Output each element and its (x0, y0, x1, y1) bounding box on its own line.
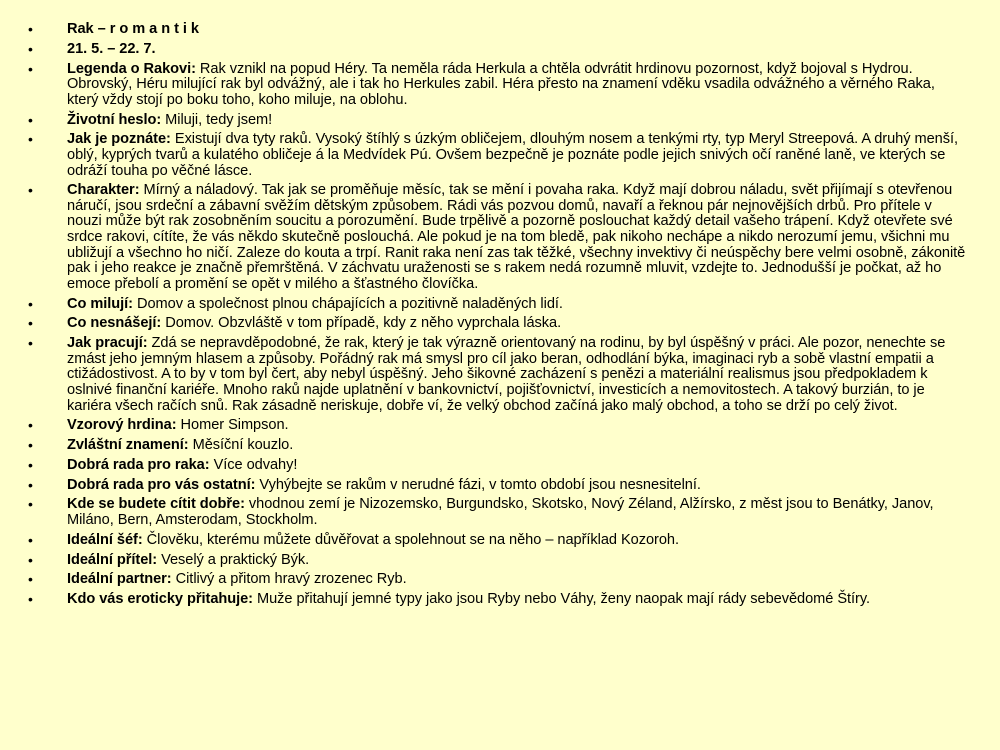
bullet-icon: • (28, 571, 33, 588)
item-label: Vzorový hrdina: (67, 417, 177, 434)
list-item-places (28, 497, 970, 528)
item-text: Domov a společnost plnou chápajících a pozitivně naladěných lidí. (132, 295, 563, 312)
item-text: Domov. Obzvláště v tom případě, kdy z něho vyprchala láska. (161, 315, 562, 332)
item-text: Vyhýbejte se rakům v nerudné fázi, v tomto období jsou nesnesitelní. (255, 476, 701, 493)
item-label: 21. 5. – 22. 7. (67, 40, 156, 57)
bullet-icon: • (28, 21, 33, 37)
list-item-motto (28, 113, 970, 129)
item-text: Citlivý a přitom hravý zrozenec Ryb. (171, 571, 407, 588)
bullet-icon: • (28, 476, 33, 493)
item-text: Měsíční kouzlo. (188, 437, 294, 454)
item-text: Zdá se nepravděpodobné, že rak, který je tak výrazně orientovaný na rodinu, by byl úspěšný v práci. Ale pozor, nenechte se zmást jeho jemným hlasem a způsoby. Pořádný rak má smysl pro cíl jako beran, odhodlání býka, imaginaci ryb a sobě vlastní empatii a ctižádostivost. A to by v tom byl čert, aby nebyl úspěšný. Jeho šikovné zacházení s penězi a materiální realismus jsou předpokladem k oslnivé finanční kariéře. Mnoho raků najde uplatnění v bankovnictví, pojišťovnictví, investicích a nemovitostech. A takový burzián, to je kariéra všech račích snů. Rak zásadně neriskuje, dobře ví, že velký obchod začíná jako malý obchod, a toho se drží po celý život. (67, 335, 946, 414)
item-text: Homer Simpson. (176, 417, 289, 434)
list-item-character (28, 183, 970, 292)
item-label: Zvláštní znamení: (67, 437, 189, 454)
item-label: Jak je poznáte: (67, 131, 171, 148)
list-item-title (28, 22, 970, 38)
item-text: vhodnou zemí je Nizozemsko, Burgundsko, Skotsko, Nový Zéland, Alžírsko, z měst jsou to Benátky, Janov, Miláno, Bern, Amsterodam, Stockholm. (67, 496, 934, 529)
item-label: Dobrá rada pro raka: (67, 456, 210, 473)
bullet-icon: • (28, 456, 33, 473)
list-item-attraction (28, 592, 970, 608)
item-text: Veselý a praktický Býk. (157, 551, 310, 568)
item-text: Existují dva tyty raků. Vysoký štíhlý s úzkým obličejem, dlouhým nosem a tenkými rty, typ Meryl Streepová. A druhý menší, oblý, kyprých tvarů a kulatého obličeje á la Medvídek Pú. Ovšem bezpečně je poznáte podle jejich snivých očí raněné laně, ve kterých se odráží touha po věčné lásce. (67, 131, 958, 179)
bullet-icon: • (28, 40, 33, 57)
item-label: Legenda o Rakovi: (67, 60, 196, 77)
bullet-icon: • (28, 531, 33, 548)
list-item-boss (28, 533, 970, 549)
item-text: Člověku, kterému můžete důvěřovat a spolehnout se na něho – například Kozoroh. (142, 531, 679, 548)
bullet-icon: • (28, 295, 33, 312)
list-item-legend (28, 62, 970, 109)
bullet-icon: • (28, 182, 33, 199)
bullet-icon: • (28, 496, 33, 513)
item-label: Rak – r o m a n t i k (67, 21, 199, 37)
list-item-hero (28, 418, 970, 434)
item-label: Co nesnášejí: (67, 315, 162, 332)
list-item-work (28, 336, 970, 414)
bullet-icon: • (28, 551, 33, 568)
item-label: Ideální partner: (67, 571, 172, 588)
list-item-advice-cancer (28, 458, 970, 474)
list-item-advice-others (28, 478, 970, 494)
item-label: Kdo vás eroticky přitahuje: (67, 591, 253, 608)
bullet-icon: • (28, 437, 33, 454)
list-item-sign (28, 438, 970, 454)
item-label: Kde se budete cítit dobře: (67, 496, 245, 513)
bullet-icon: • (28, 591, 33, 608)
item-text: Muže přitahují jemné typy jako jsou Ryby nebo Váhy, ženy naopak mají rády sebevědomé Štíry. (253, 591, 871, 608)
list-item-hates (28, 316, 970, 332)
bullet-icon: • (28, 131, 33, 148)
bullet-icon: • (28, 315, 33, 332)
bullet-icon: • (28, 111, 33, 128)
item-label: Charakter: (67, 182, 140, 199)
list-item-loves (28, 297, 970, 313)
list-item-friend (28, 553, 970, 569)
list-item-recognize (28, 132, 970, 179)
list-item-partner (28, 572, 970, 588)
item-text: Více odvahy! (209, 456, 298, 473)
item-label: Co milují: (67, 295, 133, 312)
item-label: Dobrá rada pro vás ostatní: (67, 476, 256, 493)
bullet-list (28, 22, 970, 608)
bullet-icon: • (28, 335, 33, 352)
item-label: Ideální šéf: (67, 531, 143, 548)
item-label: Životní heslo: (67, 111, 162, 128)
item-text: Miluji, tedy jsem! (161, 111, 273, 128)
list-item-dates (28, 42, 970, 58)
bullet-icon: • (28, 417, 33, 434)
item-text: Mírný a náladový. Tak jak se proměňuje měsíc, tak se mění i povaha raka. Když mají dobrou náladu, svět přijímají s otevřenou náručí, jsou srdeční a zábavní svěžím dětským způsobem. Rádi vás pozvou domů, navaří a řeknou pár nejnovějších drbů. Pro přítele v nouzi může být rak zosobněním soucitu a porozumění. Bude trpělivě a pozorně poslouchat každý detail vašeho trápení. Když otevřete své srdce rakovi, cítíte, že vás někdo skutečně poslouchá. Ale pokud je na tom bledě, pak nikoho nechápe a nikdo nerozumí jemu, všichni mu ubližují a všechno ho ničí. Zaleze do kouta a trpí. Ranit raka není zas tak těžké, všechny invektivy či neúspěchy bere velmi osobně, zákonitě pak i jeho reakce je značně přemrštěná. V záchvatu uraženosti se s rakem nedá rozumně mluvit, vzdejte to. Jednodušší je počkat, až ho emoce přebolí a promění se opět v milého a šťastného človíčka. (67, 182, 966, 292)
item-text: Rak vznikl na popud Héry. Ta neměla ráda Herkula a chtěla odvrátit hrdinovu pozornost, když bojoval s Hydrou. Obrovský, Héru milující rak byl odvážný, ale i tak ho Herkules zabil. Héra přesto na znamení vděku vsadila odvážného a věrného Raka, který vždy stojí po boku toho, koho miluje, na oblohu. (67, 60, 935, 108)
item-label: Ideální přítel: (67, 551, 158, 568)
bullet-icon: • (28, 60, 33, 77)
item-label: Jak pracují: (67, 335, 148, 352)
